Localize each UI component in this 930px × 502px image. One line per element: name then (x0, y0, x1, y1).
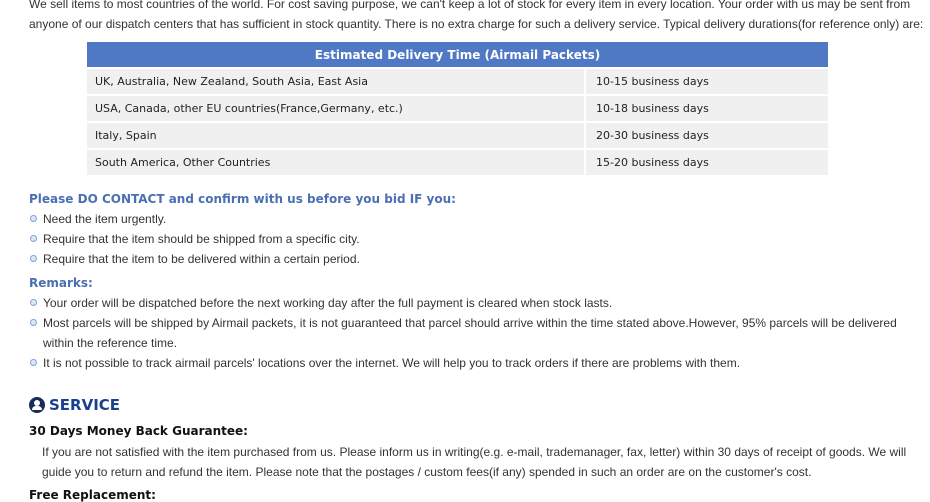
list-item: Your order will be dispatched before the next working day after the full payment is cleared when stock lasts. (29, 293, 924, 313)
remarks-heading: Remarks: (29, 276, 93, 290)
contact-heading: Please DO CONTACT and confirm with us before you bid IF you: (29, 192, 456, 206)
table-row (87, 94, 828, 121)
time-cell: 10-15 business days (586, 67, 828, 94)
customer-service-icon (29, 397, 45, 413)
list-item: It is not possible to track airmail parcels' locations over the internet. We will help you to track orders if there are problems with them. (29, 353, 924, 373)
guarantee-heading: 30 Days Money Back Guarantee: (29, 424, 248, 438)
list-item: Require that the item to be delivered within a certain period. (29, 249, 924, 269)
region-cell: UK, Australia, New Zealand, South Asia, East Asia (87, 67, 586, 94)
table-row (87, 67, 828, 94)
intro-line-2: anyone of our dispatch centers that has sufficient in stock quantity. There is no extra charge for such a delivery service. Typical delivery durations(for reference only) are: (29, 17, 924, 31)
time-cell: 15-20 business days (586, 148, 828, 175)
list-item: Require that the item should be shipped from a specific city. (29, 229, 924, 249)
region-cell: USA, Canada, other EU countries(France,Germany, etc.) (87, 94, 586, 121)
delivery-time-table (87, 42, 828, 175)
time-cell: 10-18 business days (586, 94, 828, 121)
table-row (87, 121, 828, 148)
bullet-icon (30, 299, 37, 306)
bullet-icon (30, 319, 37, 326)
intro-text (29, 0, 924, 34)
service-label: SERVICE (49, 396, 121, 414)
remarks-list (29, 293, 924, 373)
time-cell: 20-30 business days (586, 121, 828, 148)
table-row (87, 148, 828, 175)
region-cell: South America, Other Countries (87, 148, 586, 175)
replacement-heading: Free Replacement: (29, 488, 156, 502)
list-item: Need the item urgently. (29, 209, 924, 229)
bullet-icon (30, 235, 37, 242)
list-item: Most parcels will be shipped by Airmail packets, it is not guaranteed that parcel should arrive within the time stated above.However, 95% parcels will be delivered within the reference time. (29, 313, 924, 353)
bullet-icon (30, 359, 37, 366)
contact-list (29, 209, 924, 269)
service-title (29, 396, 120, 414)
table-header: Estimated Delivery Time (Airmail Packets) (87, 42, 828, 67)
bullet-icon (30, 215, 37, 222)
intro-line-1: We sell items to most countries of the world. For cost saving purpose, we can't keep a lot of stock for every item in every location. Your order with us may be sent from (29, 0, 911, 11)
guarantee-text: If you are not satisfied with the item purchased from us. Please inform us in writing(e.g. e-mail, trademanager, fax, letter) within 30 days of receipt of goods. We will guide you to return and refund the item. Please note that the postages / custom fees(if any) spended in such an order are on the customer's cost. (42, 445, 907, 479)
bullet-icon (30, 255, 37, 262)
region-cell: Italy, Spain (87, 121, 586, 148)
